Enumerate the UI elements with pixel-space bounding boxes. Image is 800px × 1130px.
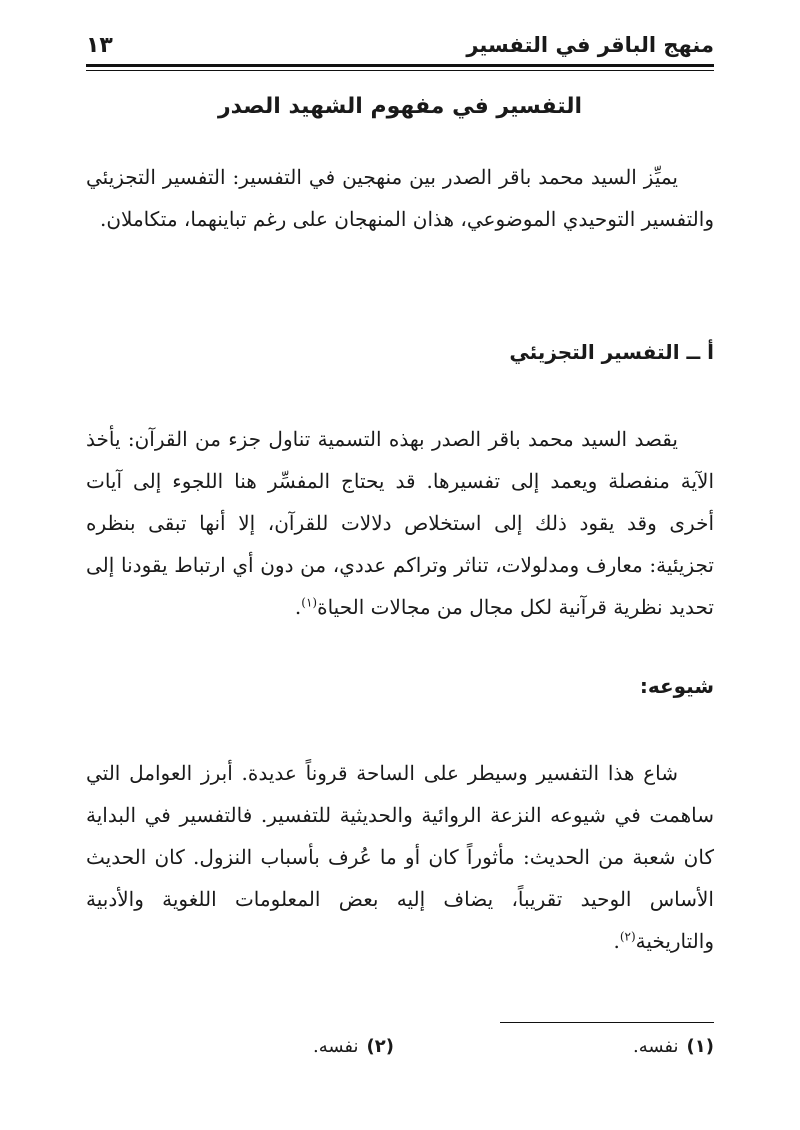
- intro-text: يميِّز السيد محمد باقر الصدر بين منهجين في التفسير: التفسير التجزيئي والتفسير التوحيدي الموضوعي، هذان المنهجان على رغم تباينهما، متكاملان.: [86, 165, 714, 231]
- partial-exegesis-text: يقصد السيد محمد باقر الصدر بهذه التسمية تناول جزء من القرآن: يأخذ الآية منفصلة ويعمد إلى تفسيرها. قد يحتاج المفسِّر هنا اللجوء إلى آيات أخرى وقد يقود ذلك إلى استخلاص دلالات للقرآن، إلا أنها تبقى بنظره تجزيئية: معارف ومدلولات، تناثر وتراكم عددي، من دون أي ارتباط يقودنا إلى تحديد نظرية قرآنية لكل مجال من مجالات الحياة: [86, 427, 714, 619]
- paragraph-end-mark: .: [294, 595, 302, 619]
- intro-paragraph: [86, 156, 714, 240]
- running-title: منهج الباقر في التفسير: [466, 33, 714, 57]
- section-heading-partial-exegesis: أ ــ التفسير التجزيئي: [509, 340, 714, 364]
- footnotes: [86, 1036, 714, 1064]
- running-header: [86, 30, 714, 60]
- footnote-2: [313, 1036, 394, 1057]
- page-number: ١٣: [86, 32, 113, 58]
- paragraph-end-mark: .: [613, 929, 620, 953]
- footnote-text: نفسه.: [632, 1036, 679, 1057]
- footnote-number: (١): [686, 1036, 714, 1057]
- chapter-title: التفسير في مفهوم الشهيد الصدر: [217, 94, 583, 119]
- footnote-rule: [500, 1022, 714, 1023]
- prevalence-paragraph: [86, 752, 714, 962]
- footnote-ref-1[interactable]: (١): [301, 595, 318, 610]
- footnote-ref-2[interactable]: (٢): [619, 929, 636, 944]
- header-rule-thick: [86, 64, 714, 67]
- footnote-number: (٢): [366, 1036, 394, 1057]
- section-heading-prevalence: شيوعه:: [639, 674, 714, 698]
- footnote-text: نفسه.: [312, 1036, 359, 1057]
- header-rule-thin: [86, 70, 714, 71]
- prevalence-text: شاع هذا التفسير وسيطر على الساحة قروناً عديدة. أبرز العوامل التي ساهمت في شيوعه النزعة الروائية والحديثية للتفسير. فالتفسير في البداية كان شعبة من الحديث: مأثوراً كان أو ما عُرف بأسباب النزول. كان الحديث الأساس الوحيد تقريباً، يضاف إليه بعض المعلومات اللغوية والأدبية والتاريخية: [86, 761, 714, 953]
- footnote-1: [633, 1036, 714, 1057]
- partial-exegesis-paragraph: [86, 418, 714, 628]
